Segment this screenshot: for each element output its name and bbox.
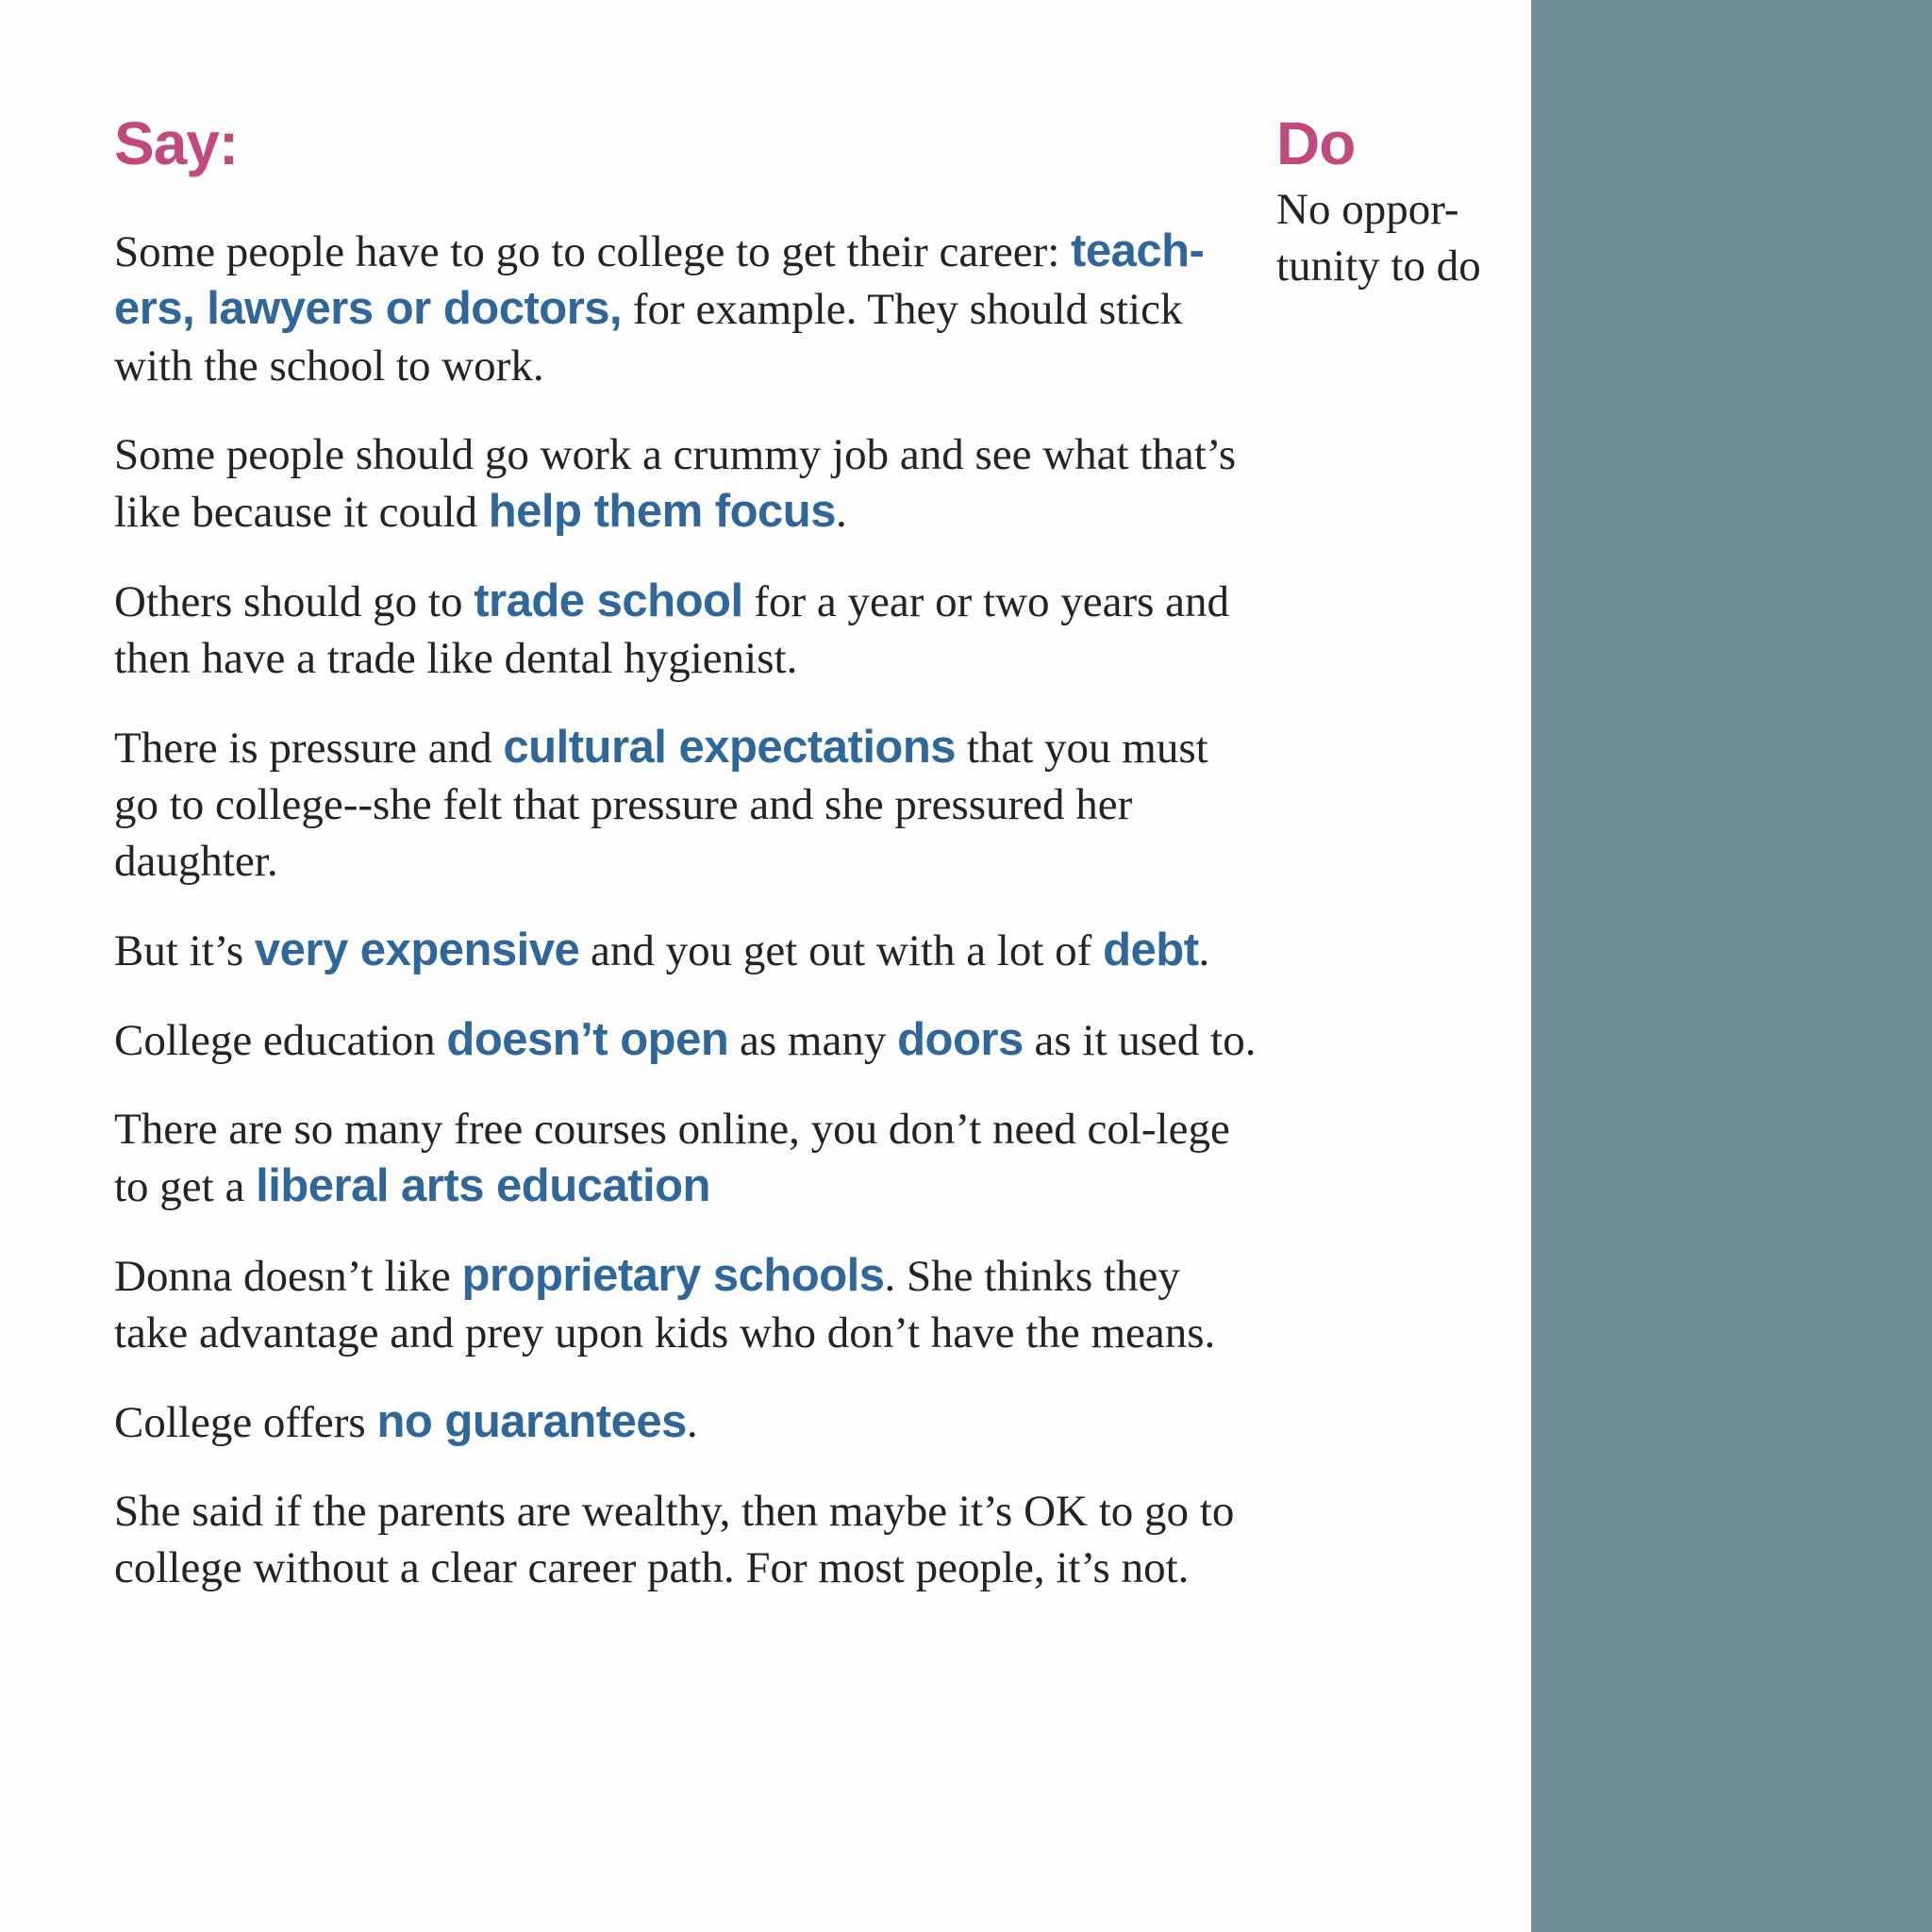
text: Some people have to go to college to get their career: — [114, 227, 1072, 276]
text: and you get out with a lot of — [579, 926, 1104, 975]
say-heading: Say: — [114, 109, 239, 177]
text: . — [686, 1398, 698, 1447]
paragraph-guarantees — [114, 1393, 1260, 1451]
keyword: doors — [897, 1014, 1024, 1065]
paragraph-pressure — [114, 719, 1260, 890]
text: But it’s — [114, 926, 255, 975]
paragraph-careers — [114, 223, 1260, 394]
text: College education — [114, 1016, 447, 1065]
text: There are so many free courses online, you don’t need col-lege to get a — [114, 1105, 1230, 1211]
paragraph-crummy-job — [114, 426, 1260, 541]
side-band — [1531, 0, 1932, 1932]
keyword: doesn’t open — [446, 1014, 729, 1065]
text: . She thinks they take advantage and prey upon kids who don’t have the means. — [114, 1252, 1216, 1357]
say-column — [114, 106, 1260, 1628]
text: . — [835, 488, 847, 537]
keyword: cultural expectations — [503, 722, 957, 773]
text: She said if the parents are wealthy, then maybe it’s OK to go to college without a clear career path. For most people, it’s not. — [114, 1487, 1235, 1592]
keyword: debt — [1103, 924, 1199, 975]
text: College offers — [114, 1398, 377, 1447]
text: Donna doesn’t like — [114, 1252, 462, 1301]
paragraph-trade-school — [114, 573, 1260, 687]
text: for example. They should stick with the school to work. — [114, 285, 1183, 391]
text: Others should go to — [114, 577, 475, 626]
keyword: no guarantees — [376, 1396, 687, 1447]
do-column — [1276, 106, 1522, 294]
text: as it used to. — [1023, 1016, 1257, 1065]
text: Some people should go work a crummy job and see what that’s like because it could — [114, 430, 1237, 537]
keyword: trade school — [474, 575, 743, 626]
paragraph-expensive — [114, 922, 1260, 979]
keyword: liberal arts education — [256, 1160, 710, 1211]
text: There is pressure and — [114, 724, 504, 773]
keyword: help them focus — [488, 486, 836, 537]
keyword: very expensive — [254, 924, 580, 975]
keyword: proprietary schools — [461, 1250, 885, 1301]
text: . — [1198, 926, 1210, 975]
paragraph-doors — [114, 1011, 1260, 1069]
keyword: teach-ers, lawyers or doctors, — [114, 225, 1205, 334]
do-heading: Do — [1276, 109, 1356, 177]
do-text: No oppor- tunity to do — [1276, 185, 1481, 291]
paragraph-free-courses — [114, 1101, 1260, 1215]
paragraph-wealthy — [114, 1483, 1260, 1596]
text: as many — [728, 1016, 898, 1065]
paragraph-proprietary — [114, 1247, 1260, 1361]
text: that you must go to college--she felt that pressure and she pressured her daughter. — [114, 724, 1208, 886]
text: for a year or two years and then have a trade like dental hygienist. — [114, 577, 1230, 683]
